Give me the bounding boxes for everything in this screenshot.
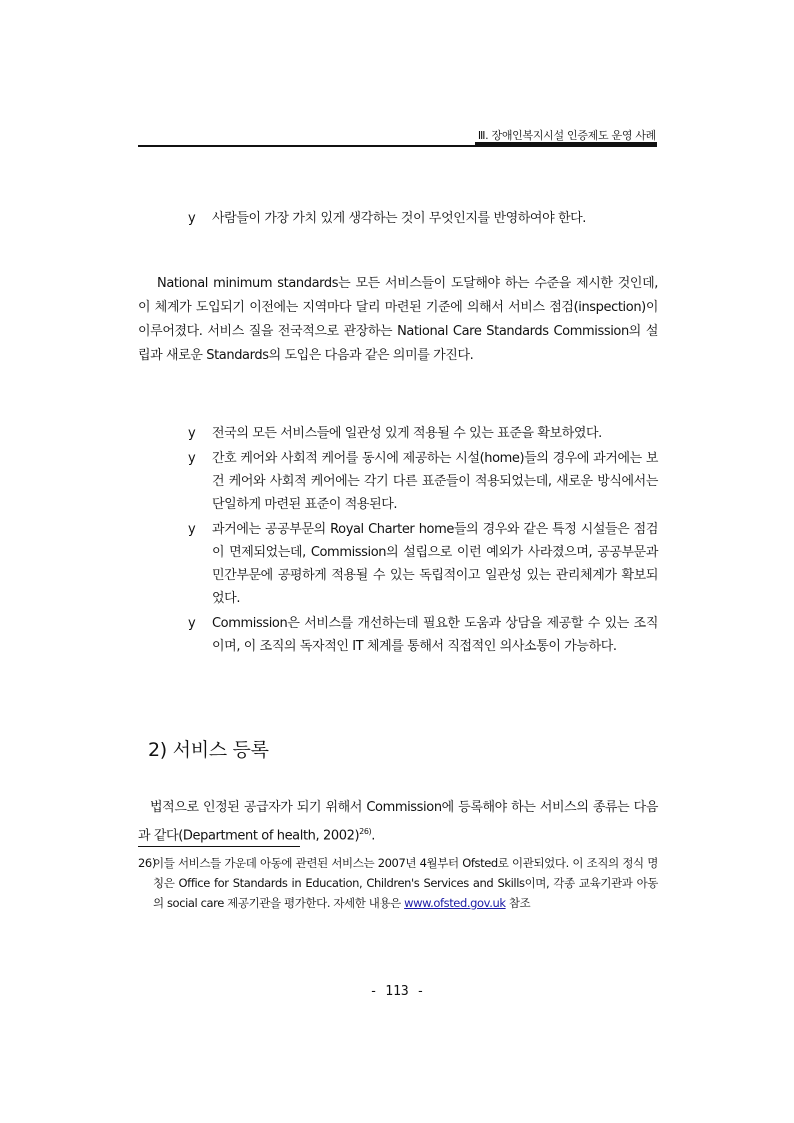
bullet-mark: y xyxy=(188,616,196,631)
header-rule-accent xyxy=(475,142,657,147)
list-item xyxy=(188,612,658,658)
top-bullet-list xyxy=(188,207,658,232)
running-title: Ⅲ. 장애인복지시설 인증제도 운영 사례 xyxy=(477,129,656,142)
bullet-text: 전국의 모든 서비스들에 일관성 있게 적용될 수 있는 표준을 확보하였다. xyxy=(212,426,602,441)
bullet-text: 간호 케어와 사회적 케어를 동시에 제공하는 시설(home)들의 경우에 과거에는 보건 케어와 사회적 케어에는 각기 다른 표준들이 적용되었는데, 새로운 방식에서는 단일하게 마련된 표준이 적용된다. xyxy=(212,451,658,512)
footnote-body xyxy=(153,853,658,913)
bullet-list xyxy=(188,422,658,660)
footnote-divider xyxy=(138,846,300,847)
bullet-mark: y xyxy=(188,451,196,466)
section-paragraph-text: 법적으로 인정된 공급자가 되기 위해서 Commission에 등록해야 하는 서비스의 종류는 다음과 같다(Department of health, 2002) xyxy=(138,800,658,844)
section-paragraph xyxy=(138,796,658,848)
footnote-reference[interactable]: 26) xyxy=(359,827,372,836)
bullet-mark: y xyxy=(188,211,196,226)
intro-paragraph: National minimum standards는 모든 서비스들이 도달해야 하는 수준을 제시한 것인데, 이 체계가 도입되기 이전에는 지역마다 달리 마련된 기준에 의해서 서비스 점검(inspection)이 이루어졌다. 서비스 질을 전국적으로 관장하는 National Care Standards Commission의 설립과 새로운 Standards의 도입은 다음과 같은 의미를 가진다. xyxy=(138,276,658,363)
bullet-mark: y xyxy=(188,522,196,537)
footnote-link[interactable]: www.ofsted.gov.uk xyxy=(404,896,506,910)
footnote xyxy=(138,853,658,913)
list-item xyxy=(188,422,658,445)
list-item xyxy=(188,518,658,610)
section-paragraph-end: . xyxy=(371,828,375,844)
footnote-text: 이들 서비스들 가운데 아동에 관련된 서비스는 2007년 4월부터 Ofsted로 이관되었다. 이 조직의 정식 명칭은 Office for Standards in Education, Children's Services and Skills이며, 각종 교육기관과 아동의 social care 제공기관을 평가한다. 자세한 내용은 xyxy=(153,856,658,910)
footnote-number: 26) xyxy=(138,856,156,870)
bullet-text: Commission은 서비스를 개선하는데 필요한 도움과 상담을 제공할 수 있는 조직이며, 이 조직의 독자적인 IT 체계를 통해서 직접적인 의사소통이 가능하다. xyxy=(212,616,658,654)
page-number: - 113 - xyxy=(369,984,425,999)
list-item xyxy=(188,207,658,230)
bullet-text: 사람들이 가장 가치 있게 생각하는 것이 무엇인지를 반영하여야 한다. xyxy=(212,211,587,226)
list-item xyxy=(188,447,658,516)
section-heading: 2) 서비스 등록 xyxy=(148,739,269,761)
bullet-mark: y xyxy=(188,426,196,441)
bullet-text: 과거에는 공공부문의 Royal Charter home들의 경우와 같은 특정 시설들은 점검이 면제되었는데, Commission의 설립으로 이런 예외가 사라졌으며, 공공부문과 민간부문에 공평하게 적용될 수 있는 독립적이고 일관성 있는 관리체계가 확보되었다. xyxy=(212,522,658,606)
footnote-text-end: 참조 xyxy=(505,896,531,910)
